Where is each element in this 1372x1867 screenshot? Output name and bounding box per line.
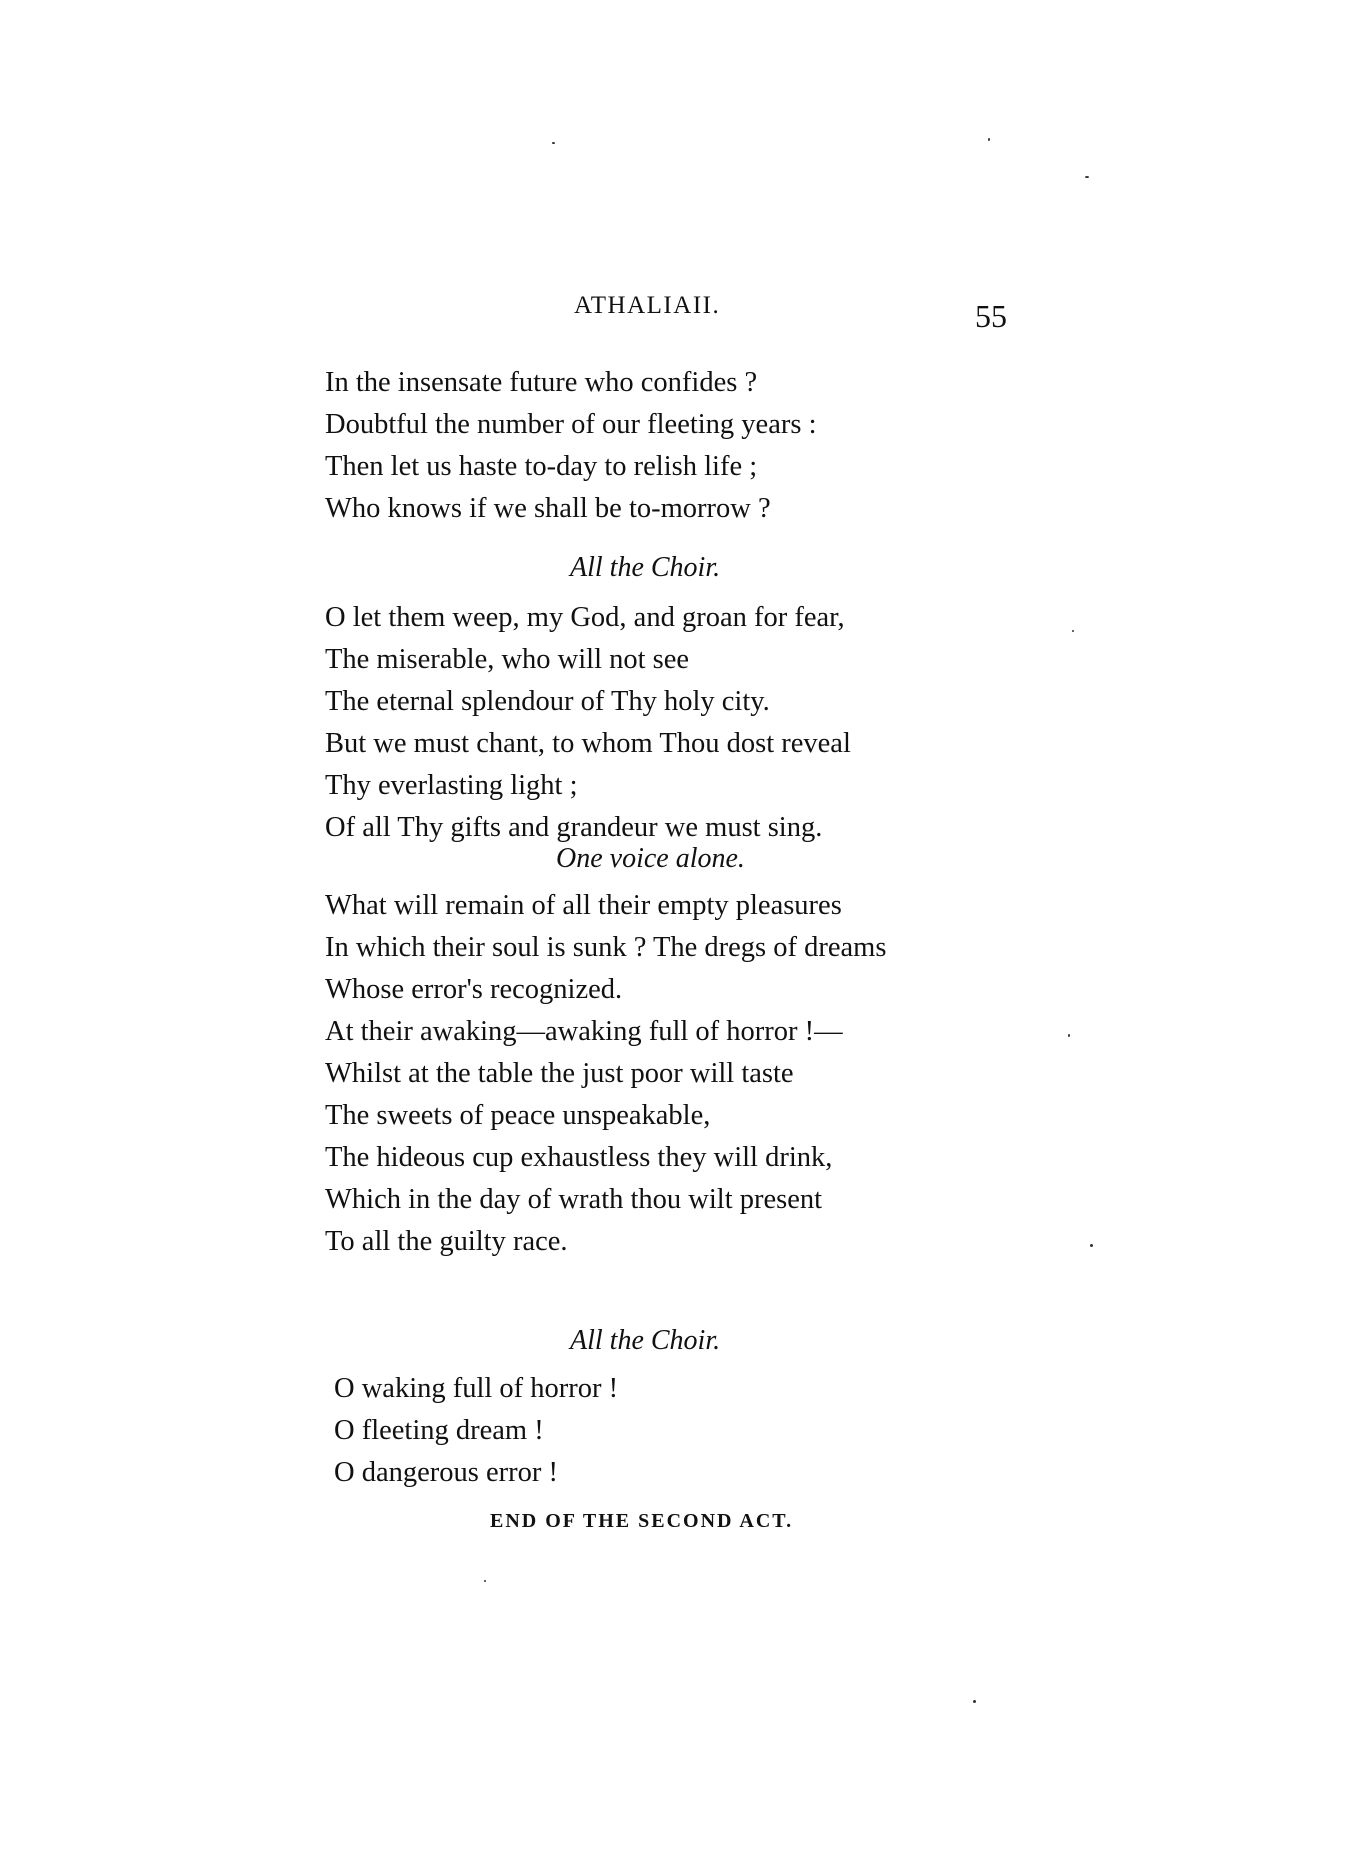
running-title: ATHALIAII. xyxy=(574,292,721,319)
speaker-heading: All the Choir. xyxy=(570,552,721,583)
verse-line: Which in the day of wrath thou wilt present xyxy=(325,1184,823,1215)
verse-line: Whilst at the table the just poor will taste xyxy=(325,1058,794,1089)
verse-line: The eternal splendour of Thy holy city. xyxy=(325,686,770,717)
scan-speck xyxy=(1072,630,1074,632)
end-of-act-note: END OF THE SECOND ACT. xyxy=(490,1510,794,1532)
verse-line: The miserable, who will not see xyxy=(325,644,690,675)
verse-line: Who knows if we shall be to-morrow ? xyxy=(325,493,771,524)
scan-speck xyxy=(973,1700,976,1703)
verse-line: But we must chant, to whom Thou dost reveal xyxy=(325,728,851,759)
verse-line: In which their soul is sunk ? The dregs of dreams xyxy=(325,932,887,963)
stanza-2 xyxy=(325,597,851,849)
stanza-3 xyxy=(325,885,886,1263)
page-number: 55 xyxy=(975,298,1007,334)
verse-line: The hideous cup exhaustless they will drink, xyxy=(325,1142,833,1173)
speaker-heading: All the Choir. xyxy=(570,1325,721,1356)
scan-speck xyxy=(988,138,990,141)
scan-speck xyxy=(1068,1034,1070,1037)
speaker-heading: One voice alone. xyxy=(556,843,745,874)
verse-line: O waking full of horror ! xyxy=(334,1373,619,1404)
scan-speck xyxy=(1085,176,1089,178)
stanza-1 xyxy=(325,362,817,530)
scan-speck xyxy=(484,1580,486,1582)
verse-line: Then let us haste to-day to relish life ; xyxy=(325,451,758,482)
verse-line: Thy everlasting light ; xyxy=(325,770,578,801)
verse-line: At their awaking—awaking full of horror !— xyxy=(325,1016,843,1047)
verse-line: Doubtful the number of our fleeting years : xyxy=(325,409,817,440)
verse-line: O let them weep, my God, and groan for fear, xyxy=(325,602,845,633)
verse-line: O dangerous error ! xyxy=(334,1457,558,1488)
stanza-4 xyxy=(334,1368,618,1494)
verse-line: Whose error's recognized. xyxy=(325,974,623,1005)
scan-speck xyxy=(552,142,555,144)
verse-line: The sweets of peace unspeakable, xyxy=(325,1100,711,1131)
verse-line: In the insensate future who confides ? xyxy=(325,367,758,398)
verse-line: What will remain of all their empty pleasures xyxy=(325,890,842,921)
verse-line: O fleeting dream ! xyxy=(334,1415,544,1446)
verse-line: Of all Thy gifts and grandeur we must sing. xyxy=(325,812,823,843)
scan-speck xyxy=(1090,1244,1093,1247)
verse-line: To all the guilty race. xyxy=(325,1226,568,1257)
